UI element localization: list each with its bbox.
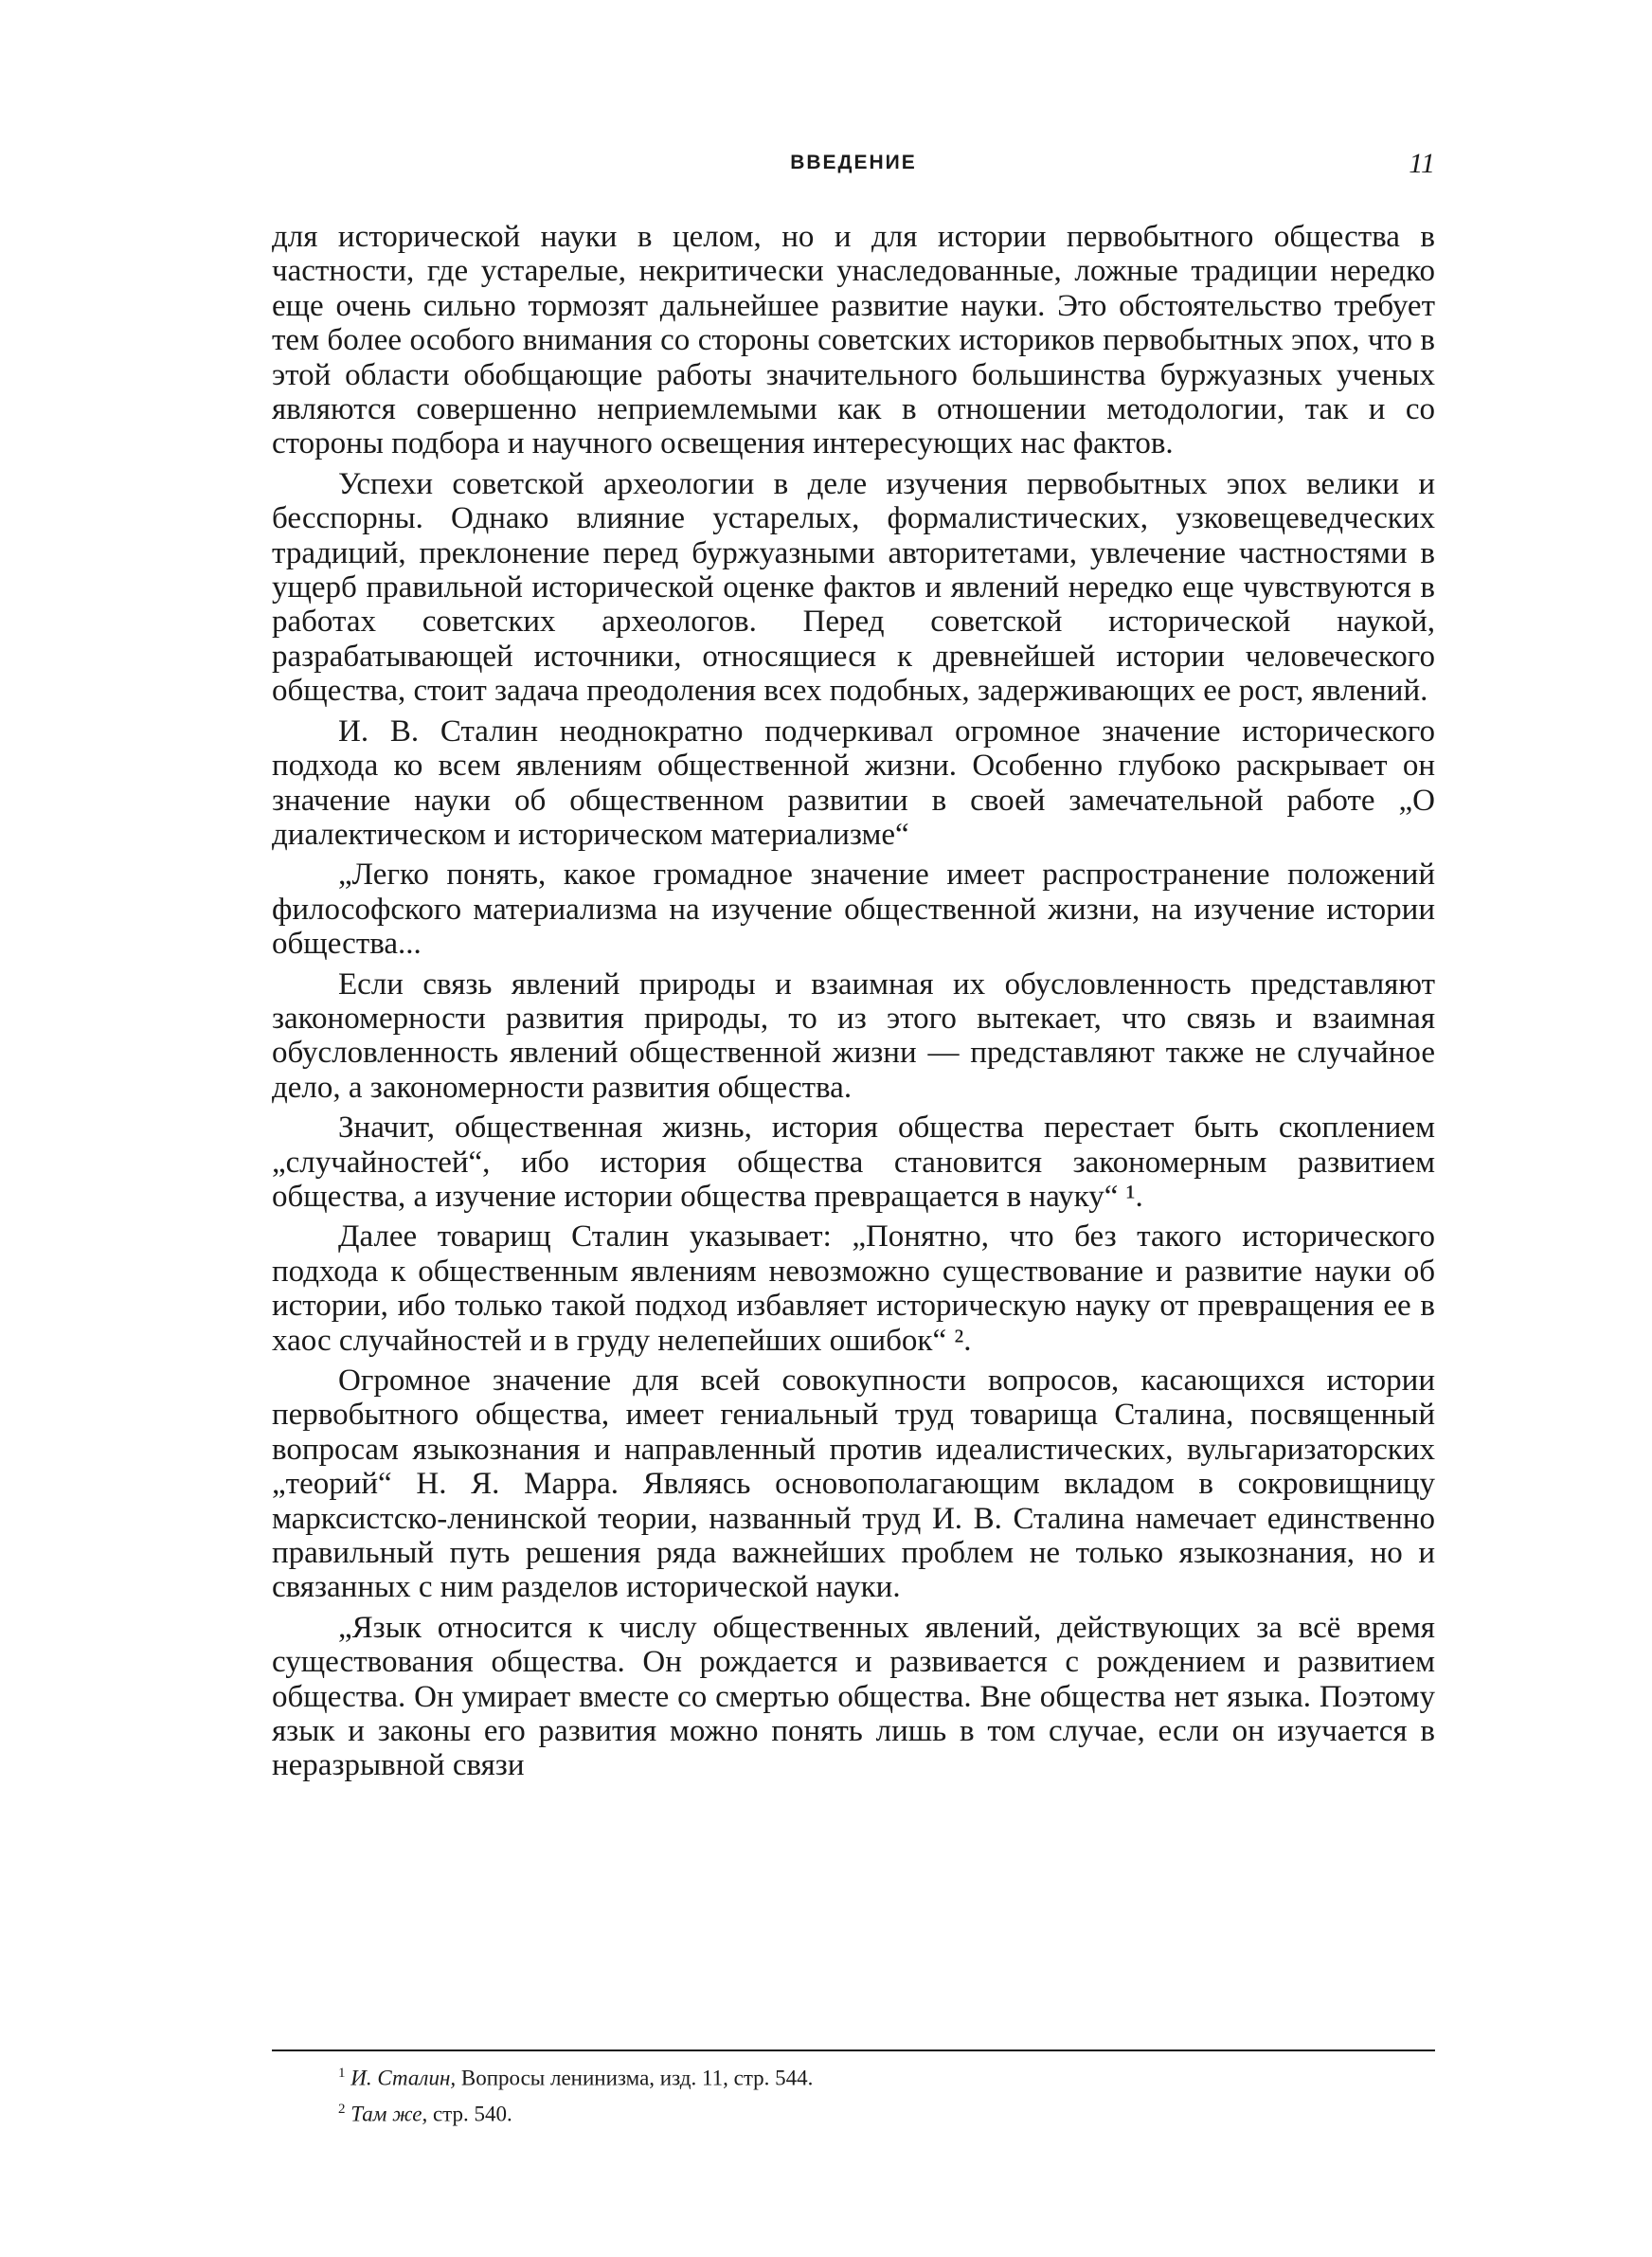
footnotes bbox=[338, 2058, 1428, 2129]
footnote-author: Там же, bbox=[350, 2102, 428, 2126]
page-number: 11 bbox=[1409, 148, 1435, 179]
paragraph-archaeology: Успехи советской археологии в деле изучения первобытных эпох велики и бесспорны. Однако влияние устарелых, формалистических, узковещеведческих традиций, преклонение перед буржуазными авторитетами, увлечение частностями в ущерб правильной исторической оценке фактов и явлений нередко еще чувствуются в работах советских археологов. Перед советской исторической наукой, разрабатывающей источники, относящиеся к древнейшей истории человеческого общества, стоит задача преодоления всех подобных, задерживающих ее рост, явлений. bbox=[272, 466, 1435, 709]
footnote-rule bbox=[272, 2049, 1435, 2051]
footnote-1 bbox=[338, 2058, 1428, 2094]
quote-language: „Язык относится к числу общественных явлений, действующих за всё время существования общества. Он рождается и развивается с рождением и развитием общества. Он умирает вместе со смертью общества. Вне общества нет языка. Поэтому язык и законы его развития можно понять лишь в том случае, если он изучается в неразрывной связи bbox=[272, 1610, 1435, 1783]
footnote-author: И. Сталин, bbox=[350, 2066, 457, 2090]
quote-paragraph-1: „Легко понять, какое громадное значение имеет распространение положений философского материализма на изучение общественной жизни, на изучение истории общества... bbox=[272, 858, 1435, 962]
paragraph-continuation: для исторической науки в целом, но и для истории первобытного общества в частности, где устарелые, некритически унаследованные, ложные традиции нередко еще очень сильно тормозят дальнейшее развитие науки. Это обстоятельство требует тем более особого внимания со стороны советских историков первобытных эпох, что в этой области обобщающие работы значительного большинства буржуазных ученых являются совершенно неприемлемыми как в отношении методологии, так и со стороны подбора и научного освещения интересующих нас фактов. bbox=[272, 220, 1435, 461]
footnote-text: стр. 540. bbox=[427, 2102, 512, 2126]
paragraph-further-stalin: Далее товарищ Сталин указывает: „Понятно, что без такого исторического подхода к общественным явлениям невозможно существование и развитие науки об истории, ибо только такой подход избавляет историческую науку от превращения ее в хаос случайностей и в груду нелепейших ошибок“ ². bbox=[272, 1219, 1435, 1358]
paragraph-linguistics: Огромное значение для всей совокупности вопросов, касающихся истории первобытного общества, имеет гениальный труд товарища Сталина, посвященный вопросам языкознания и направленный против идеалистических, вульгаризаторских „теорий“ Н. Я. Марра. Являясь основополагающим вкладом в сокровищницу марксистско-ленинской теории, названный труд И. В. Сталина намечает единственно правильный путь решения ряда важнейших проблем не только языкознания, но и связанных с ним разделов исторической науки. bbox=[272, 1363, 1435, 1605]
page-header bbox=[272, 148, 1435, 190]
body-text bbox=[272, 220, 1435, 1789]
footnote-mark: 2 bbox=[338, 2101, 346, 2117]
footnote-2 bbox=[338, 2094, 1428, 2130]
running-head: ВВЕДЕНИЕ bbox=[790, 152, 917, 173]
footnote-text: Вопросы ленинизма, изд. 11, стр. 544. bbox=[456, 2066, 814, 2090]
quote-paragraph-3: Значит, общественная жизнь, история общества перестает быть скоплением „случайностей“, ибо история общества становится закономерным развитием общества, а изучение истории общества превращается в науку“ ¹. bbox=[272, 1110, 1435, 1214]
paragraph-stalin-historical-approach: И. В. Сталин неоднократно подчеркивал огромное значение исторического подхода ко всем явлениям общественной жизни. Особенно глубоко раскрывает он значение науки об общественном развитии в своей замечательной работе „О диалектическом и историческом материализме“ bbox=[272, 713, 1435, 852]
quote-paragraph-2: Если связь явлений природы и взаимная их обусловленность представляют закономерности развития природы, то из этого вытекает, что связь и взаимная обусловленность явлений общественной жизни — представляют также не случайное дело, а закономерности развития общества. bbox=[272, 966, 1435, 1105]
footnote-mark: 1 bbox=[338, 2066, 346, 2081]
